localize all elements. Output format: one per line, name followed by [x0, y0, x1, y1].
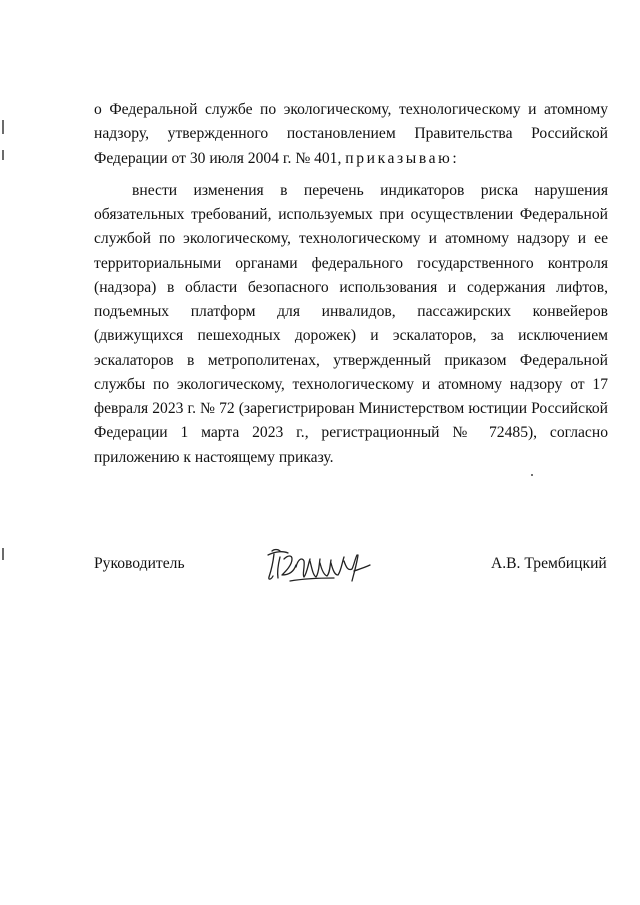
intro-paragraph: [94, 98, 608, 171]
handwritten-signature-icon: [262, 545, 374, 591]
signatory-name: А.В. Трембицкий: [491, 555, 607, 572]
scan-speck: [531, 474, 533, 476]
position-title: Руководитель: [94, 555, 185, 572]
order-colon: :: [452, 149, 457, 167]
intro-text: о Федеральной службе по экологическому, технологическому и атомному надзору, утвержденного постановлением Правительства Российской Федерации от 30 июля 2004 г. № 401,: [94, 101, 608, 167]
order-paragraph: внести изменения в перечень индикаторов риска нарушения обязательных требований, используемых при осуществлении Федеральной службой по экологическому, технологическому и атомному надзору и ее территориальными органами федерального государственного контроля (надзора) в области безопасного использования и содержания лифтов, подъемных платформ для инвалидов, пассажирских конвейеров (движущихся пешеходных дорожек) и эскалаторов, за исключением эскалаторов в метрополитенах, утвержденный приказом Федеральной службы по экологическому, технологическому и атомному надзору от 17 февраля 2023 г. № 72 (зарегистрирован Министерством юстиции Российской Федерации 1 марта 2023 г., регистрационный № 72485), согласно приложению к настоящему приказу.: [94, 181, 608, 466]
scan-edge-mark: [2, 150, 4, 160]
document-body: [94, 98, 608, 470]
scan-edge-mark: [2, 548, 4, 560]
scan-edge-mark: [2, 120, 4, 134]
order-word: приказываю: [345, 149, 453, 167]
